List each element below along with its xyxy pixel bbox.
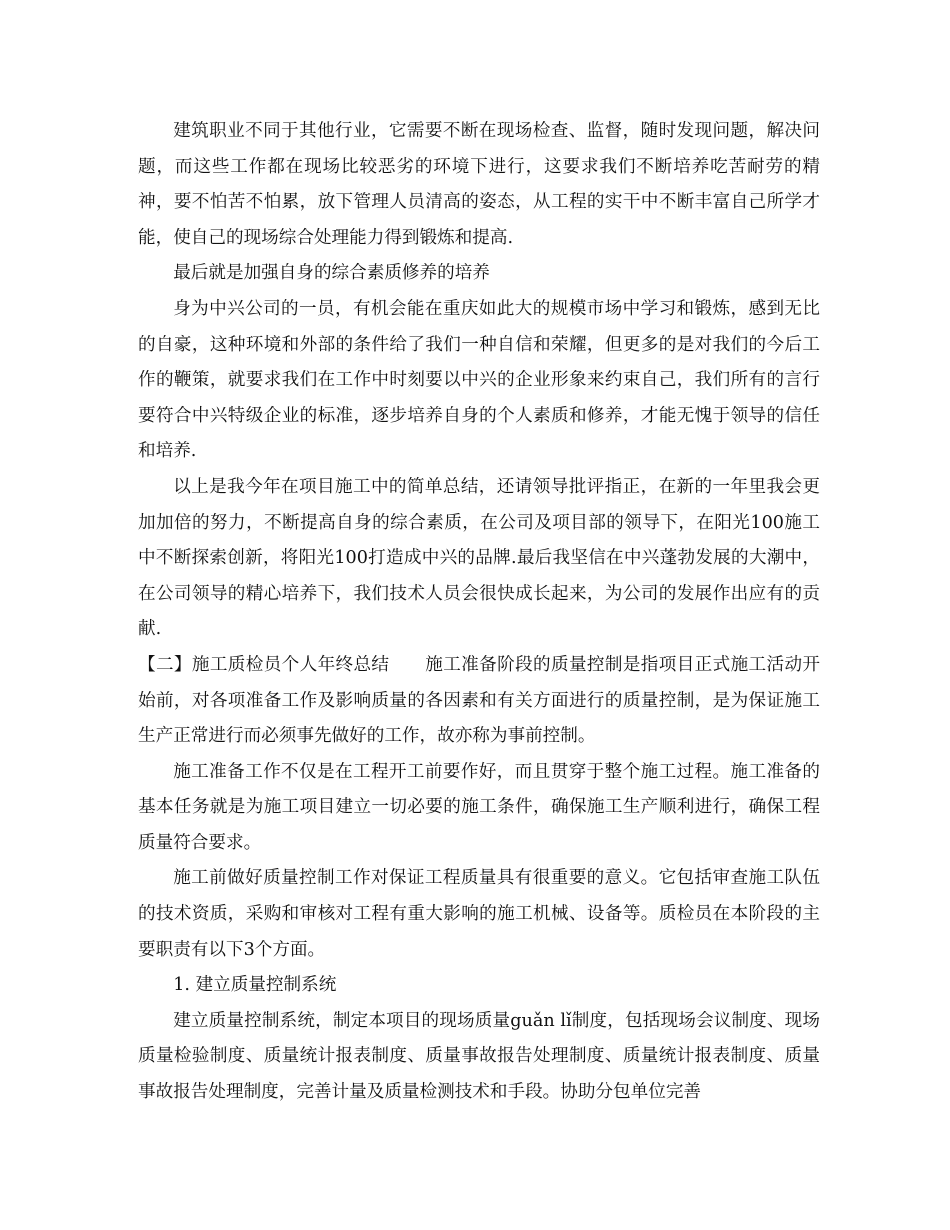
paragraph-quality-control-meaning: 施工前做好质量控制工作对保证工程质量具有很重要的意义。它包括审查施工队伍的技术资质，采购和审核对工程有重大影响的施工机械、设备等。质检员在本阶段的主要职责有以下3个方面。 xyxy=(138,868,820,960)
paragraph-quality-heading: 最后就是加强自身的综合素质修养的培养 xyxy=(173,263,490,284)
paragraph-quality-system: 建立质量控制系统，制定本项目的现场质量guǎn lǐ制度，包括现场会议制度、现场质量检验制度、质量统计报表制度、质量事故报告处理制度、质量统计报表制度、质量事故报告处理制度，完善计量及质量检测技术和手段。协助分包单位完善 xyxy=(138,1010,820,1103)
paragraph-company-member: 身为中兴公司的一员，有机会能在重庆如此大的规模市场中学习和锻炼，感到无比的自豪，这种环境和外部的条件给了我们一种自信和荣耀，但更多的是对我们的今后工作的鞭策，就要求我们在工作中时刻要以中兴的企业形象来约束自己，我们所有的言行要符合中兴特级企业的标准，逐步培养自身的个人素质和修养，才能无愧于领导的信任和培养. xyxy=(138,298,820,462)
paragraph-summary-closing: 以上是我今年在项目施工中的简单总结，还请领导批评指正，在新的一年里我会更加加倍的努力，不断提高自身的综合素质，在公司及项目部的领导下，在阳光100施工中不断探索创新，将阳光100打造成中兴的品牌.最后我坚信在中兴蓬勃发展的大潮中，在公司领导的精心培养下，我们技术人员会很快成长起来，为公司的发展作出应有的贡献. xyxy=(138,476,820,640)
document-body xyxy=(138,114,820,1111)
paragraph-item-one-heading: 1. 建立质量控制系统 xyxy=(173,975,337,996)
paragraph-preparation-work: 施工准备工作不仅是在工程开工前要作好，而且贯穿于整个施工过程。施工准备的基本任务就是为施工项目建立一切必要的施工条件，确保施工生产顺利进行，确保工程质量符合要求。 xyxy=(138,761,820,853)
paragraph-section-two: 【二】施工质检员个人年终总结 施工准备阶段的质量控制是指项目正式施工活动开始前，对各项准备工作及影响质量的各因素和有关方面进行的质量控制，是为保证施工生产正常进行而必须事先做好的工作，故亦称为事前控制。 xyxy=(138,654,820,747)
paragraph-field-work: 建筑职业不同于其他行业，它需要不断在现场检查、监督，随时发现问题，解决问题，而这些工作都在现场比较恶劣的环境下进行，这要求我们不断培养吃苦耐劳的精神，要不怕苦不怕累，放下管理人员清高的姿态，从工程的实干中不断丰富自己所学才能，使自己的现场综合处理能力得到锻炼和提高. xyxy=(138,121,820,248)
